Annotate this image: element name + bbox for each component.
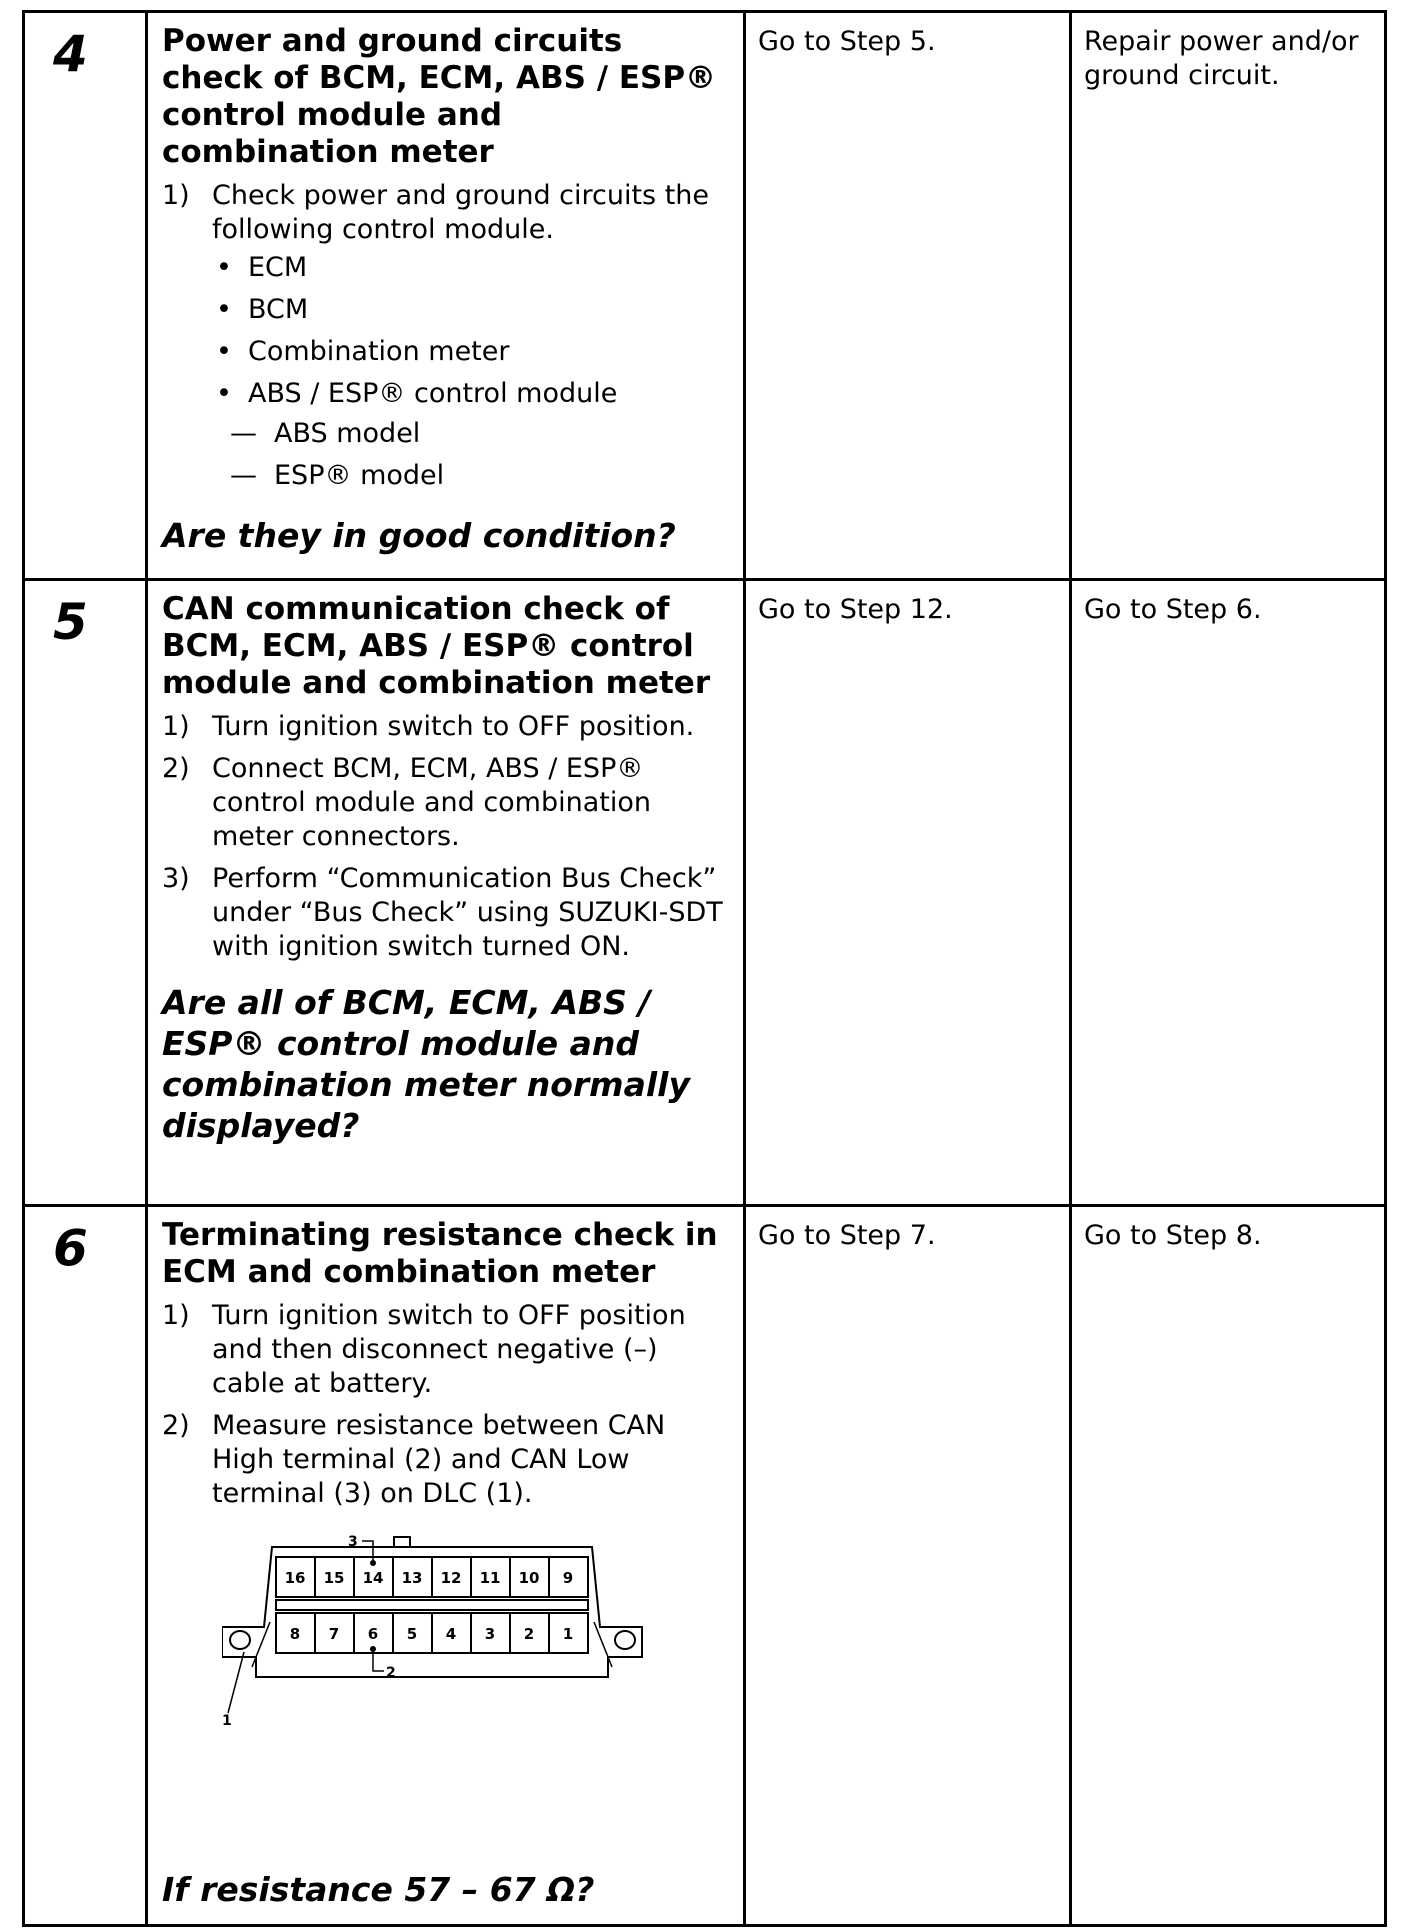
procedure-text: Perform “Communication Bus Check” under “Bus Check” using SUZUKI-SDT with ignition switch turned ON.: [212, 863, 723, 962]
procedure-text: Connect BCM, ECM, ABS / ESP® control module and combination meter connectors.: [212, 753, 652, 852]
procedure-text: Check power and ground circuits the following control module.: [212, 180, 710, 245]
pin-label: 3: [484, 1625, 496, 1643]
yes-result: Go to Step 7.: [745, 1206, 1071, 1926]
step-row-6: [24, 1206, 1386, 1926]
step-title: CAN communication check of BCM, ECM, ABS / ESP® control module and combination meter: [162, 591, 711, 701]
no-result: Repair power and/or ground circuit.: [1071, 12, 1386, 580]
sub-bullet-item: — ABS model: [212, 417, 729, 451]
dlc-key-tab: [394, 1537, 410, 1547]
procedure-number: 3): [162, 863, 190, 894]
dlc-bottom-pin-row: [276, 1613, 588, 1653]
dlc-connector-diagram: [222, 1527, 662, 1727]
step-number: 5: [24, 580, 147, 1206]
procedure-number: 1): [162, 180, 190, 211]
procedure-list: [162, 1299, 729, 1511]
step-action-cell: [147, 1206, 745, 1926]
procedure-item: [162, 1409, 729, 1511]
bullet-list: [212, 251, 729, 493]
pin-label: 7: [328, 1625, 340, 1643]
pin-label: 15: [323, 1569, 345, 1587]
callout-leader-1: [228, 1652, 244, 1713]
no-result: Go to Step 6.: [1071, 580, 1386, 1206]
sub-bullet-list: [212, 417, 729, 493]
bullet-item: • Combination meter: [212, 335, 729, 369]
procedure-item: [162, 710, 729, 744]
yes-result: Go to Step 12.: [745, 580, 1071, 1206]
bullet-item: • ECM: [212, 251, 729, 285]
pin-label: 2: [523, 1625, 535, 1643]
troubleshooting-table: [22, 10, 1387, 1927]
pin-label: 12: [440, 1569, 462, 1587]
step-question: Are they in good condition?: [162, 516, 676, 555]
procedure-item: [162, 752, 729, 854]
procedure-list: [162, 710, 729, 964]
bullet-text: ABS / ESP® control module: [248, 378, 618, 409]
pin-label: 16: [284, 1569, 306, 1587]
callout-1-label: 1: [222, 1713, 232, 1727]
step-action-cell: [147, 580, 745, 1206]
procedure-item: [162, 179, 729, 493]
dlc-divider: [276, 1600, 588, 1610]
dlc-top-pin-row: [276, 1557, 588, 1597]
procedure-item: [162, 1299, 729, 1401]
procedure-number: 2): [162, 753, 190, 784]
sub-bullet-item: — ESP® model: [212, 459, 729, 493]
bullet-item: • BCM: [212, 293, 729, 327]
procedure-number: 1): [162, 711, 190, 742]
bullet-item: [212, 377, 729, 493]
step-row-4: [24, 12, 1386, 580]
procedure-number: 2): [162, 1410, 190, 1441]
step-title: Power and ground circuits check of BCM, ECM, ABS / ESP® control module and combination meter: [162, 23, 717, 170]
pin-label: 4: [445, 1625, 457, 1643]
mount-hole-left: [230, 1631, 250, 1649]
pin-label: 9: [562, 1569, 574, 1587]
procedure-item: [162, 862, 729, 964]
step-number: 4: [24, 12, 147, 580]
pin-label: 5: [406, 1625, 418, 1643]
pin-label: 11: [479, 1569, 501, 1587]
step-question: Are all of BCM, ECM, ABS / ESP® control module and combination meter normally displayed?: [162, 983, 690, 1145]
pin-label: 14: [362, 1569, 384, 1587]
pin-label: 8: [289, 1625, 301, 1643]
yes-result: Go to Step 5.: [745, 12, 1071, 580]
step-title: Terminating resistance check in ECM and combination meter: [162, 1217, 718, 1290]
pin-label: 13: [401, 1569, 423, 1587]
no-result: Go to Step 8.: [1071, 1206, 1386, 1926]
procedure-text: Turn ignition switch to OFF position.: [212, 711, 695, 742]
procedure-list: [162, 179, 729, 493]
step-action-cell: [147, 12, 745, 580]
procedure-text: Measure resistance between CAN High terminal (2) and CAN Low terminal (3) on DLC (1).: [212, 1410, 666, 1509]
procedure-text: Turn ignition switch to OFF position and then disconnect negative (–) cable at battery.: [212, 1300, 686, 1399]
procedure-number: 1): [162, 1300, 190, 1331]
pin-label: 6: [367, 1625, 379, 1643]
step-question: If resistance 57 – 67 Ω?: [162, 1870, 595, 1909]
pin-label: 10: [518, 1569, 540, 1587]
callout-leader-3: [362, 1541, 373, 1563]
callout-3-label: 3: [348, 1534, 358, 1550]
step-number: 6: [24, 1206, 147, 1926]
mount-hole-right: [615, 1631, 635, 1649]
callout-2-label: 2: [386, 1665, 396, 1681]
pin-label: 1: [562, 1625, 574, 1643]
step-row-5: [24, 580, 1386, 1206]
